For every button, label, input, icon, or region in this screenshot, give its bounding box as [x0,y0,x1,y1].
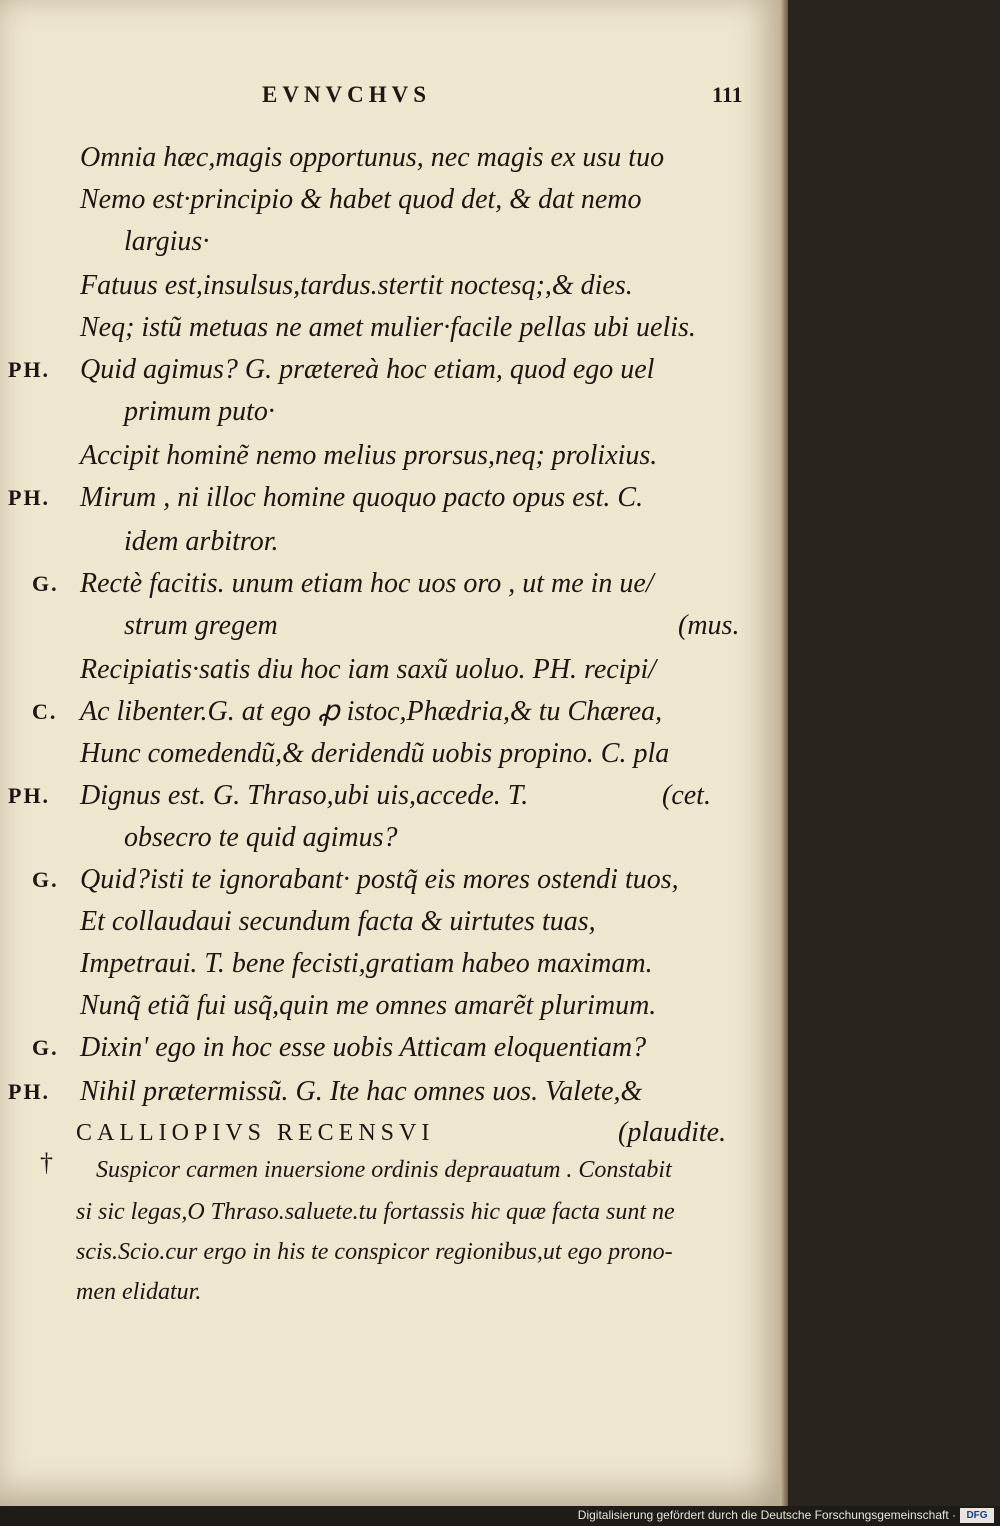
speaker-label: G. [32,867,59,892]
line-text: Rectè facitis. unum etiam hoc uos oro , ut me in ue/ [80,568,654,599]
signature: CALLIOPIVS RECENSVI [76,1120,435,1146]
line-right-text: (mus. [678,610,740,641]
speaker-label: G. [32,1035,59,1060]
note-line: si sic legas,O Thraso.saluete.tu fortassis hic quæ facta sunt ne [76,1199,675,1225]
line-text: Omnia hæc,magis opportunus, nec magis ex usu tuo [80,142,665,173]
line-text: largius· [124,226,210,257]
line-text: Quid?isti te ignorabant· postq̃ eis mores ostendi tuos, [80,864,679,895]
line-text: primum puto· [124,396,275,427]
line-text: Dignus est. G. Thraso,ubi uis,accede. T. [80,780,529,811]
speaker-label: C. [32,699,58,724]
note-line: scis.Scio.cur ergo in his te conspicor regionibus,ut ego prono- [76,1239,673,1265]
line-text: Impetraui. T. bene fecisti,gratiam habeo maximam. [80,948,653,979]
line-text: idem arbitror. [124,526,279,557]
note-marker: † [40,1148,53,1177]
speaker-label: PH. [8,357,51,382]
line-text: Et collaudaui secundum facta & uirtutes tuas, [80,906,596,937]
line-text: Nemo est·principio & habet quod det, & dat nemo [80,184,642,215]
line-text: obsecro te quid agimus? [124,822,398,853]
line-text: Ac libenter.G. at ego ꝓ istoc,Phædria,& tu Chærea, [80,696,663,727]
speaker-label: PH. [8,1079,51,1104]
line-text: Nunq̃ etiã fui usq̃,quin me omnes amarẽt plurimum. [80,990,657,1021]
line-right-text: (cet. [662,780,711,811]
line-text: Nihil prætermissũ. G. Ite hac omnes uos. Valete,& [80,1076,643,1107]
speaker-label: G. [32,571,59,596]
speaker-label: PH. [8,485,51,510]
line-text: strum gregem [124,610,278,641]
footer-credit: Digitalisierung gefördert durch die Deutsche Forschungsgemeinschaft · [577,1508,956,1522]
scan-background [788,0,1000,1506]
line-text: Neq; istũ metuas ne amet mulier·facile pellas ubi uelis. [80,312,696,343]
line-text: Mirum , ni illoc homine quoquo pacto opus est. C. [80,482,644,513]
line-text: Hunc comedendũ,& deridendũ uobis propino. C. pla [80,738,670,769]
line-text: Accipit hominẽ nemo melius prorsus,neq; prolixius. [80,440,658,471]
line-text: Dixin' ego in hoc esse uobis Atticam eloquentiam? [80,1032,647,1063]
line-text: Fatuus est,insulsus,tardus.stertit noctesq;,& dies. [80,270,633,301]
folio-number: 111 [712,82,743,107]
running-head: EVNVCHVS [262,82,432,107]
line-text: Quid agimus? G. prætereà hoc etiam, quod ego uel [80,354,655,385]
speaker-label: PH. [8,783,51,808]
page-edge [780,0,788,1506]
note-line: Suspicor carmen inuersione ordinis deprauatum . Constabit [96,1157,672,1183]
dfg-logo: DFG [960,1508,994,1523]
note-line: men elidatur. [76,1279,202,1305]
line-text: Recipiatis·satis diu hoc iam saxũ uoluo. PH. recipi/ [80,654,657,685]
signature-right: (plaudite. [618,1117,727,1148]
